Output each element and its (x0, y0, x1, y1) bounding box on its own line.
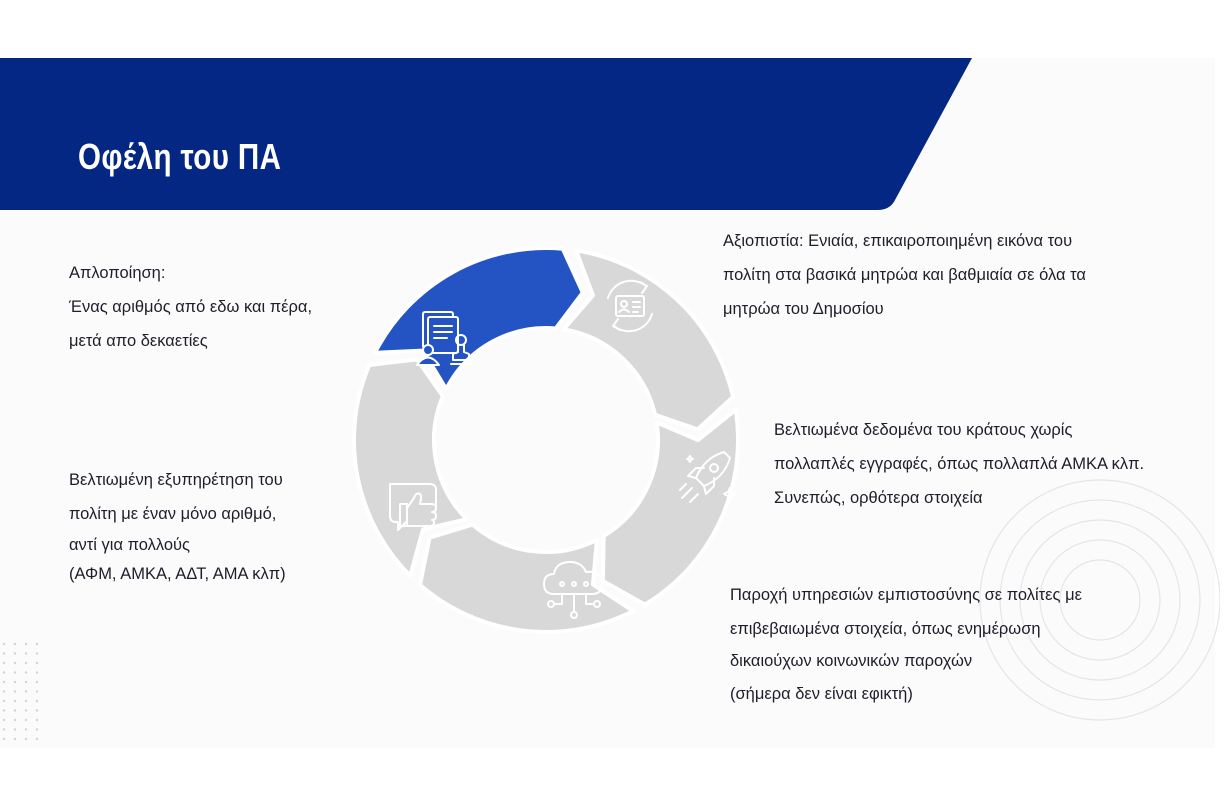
decoration-dot (36, 738, 38, 740)
decoration-dot (36, 643, 38, 645)
decoration-dot (25, 709, 27, 711)
decoration-dot (25, 662, 27, 664)
decoration-dot (3, 709, 5, 711)
decoration-dot (25, 728, 27, 730)
decoration-dot (36, 662, 38, 664)
banner-shape (0, 58, 972, 210)
decoration-dot (25, 690, 27, 692)
reliability-text (723, 224, 1086, 326)
trust-services-line: Παροχή υπηρεσιών εμπιστοσύνης σε πολίτες με (730, 586, 1082, 604)
simplification-text (69, 256, 312, 358)
decoration-dot (14, 738, 16, 740)
trust-services-line: επιβεβαιωμένα στοιχεία, όπως ενημέρωση (730, 620, 1041, 638)
state-data-line: πολλαπλές εγγραφές, όπως πολλαπλά ΑΜΚΑ κλπ. (774, 455, 1145, 473)
decoration-dot (14, 728, 16, 730)
trust-services-line: δικαιούχων κοινωνικών παροχών (730, 652, 973, 670)
cycle-segment-2 (564, 250, 734, 429)
decoration-dot (25, 738, 27, 740)
citizen-service-line: Βελτιωμένη εξυπηρέτηση του (69, 471, 283, 489)
trust-services-line: (σήμερα δεν είναι εφικτή) (730, 685, 913, 703)
decoration-dot (14, 652, 16, 654)
page-title: Οφέλη του ΠΑ (78, 136, 282, 177)
reliability-line: πολίτη στα βασικά μητρώα και βαθμιαία σε όλα τα (723, 266, 1086, 284)
decoration-dot (14, 643, 16, 645)
decoration-dot (3, 690, 5, 692)
state-data-line: Βελτιωμένα δεδομένα του κράτους χωρίς (774, 421, 1073, 439)
decoration-dot (3, 662, 5, 664)
decoration-dot (36, 728, 38, 730)
decoration-dot (36, 709, 38, 711)
dot-grid-decoration (0, 640, 50, 750)
title-banner (0, 58, 975, 210)
cycle-segment-3 (603, 410, 738, 605)
decoration-dot (3, 700, 5, 702)
decoration-dot (14, 671, 16, 673)
trust-services-text (730, 578, 1082, 712)
decoration-dot (36, 671, 38, 673)
decoration-dot (36, 690, 38, 692)
decoration-dot (25, 681, 27, 683)
citizen-service-text (69, 463, 286, 589)
decoration-dot (36, 652, 38, 654)
simplification-line: Απλοποίηση: (69, 264, 166, 282)
citizen-service-line: πολίτη με έναν μόνο αριθμό, (69, 505, 277, 523)
decoration-dot (14, 700, 16, 702)
reliability-line: μητρώα του Δημοσίου (723, 300, 884, 318)
decoration-dot (25, 652, 27, 654)
state-data-line: Συνεπώς, ορθότερα στοιχεία (774, 489, 983, 507)
decoration-dot (14, 709, 16, 711)
decoration-dot (25, 719, 27, 721)
decoration-dot (14, 719, 16, 721)
decoration-dot (36, 719, 38, 721)
reliability-line: Αξιοπιστία: Ενιαία, επικαιροποιημένη εικόνα του (723, 232, 1073, 250)
decoration-dot (25, 643, 27, 645)
decoration-dot (3, 652, 5, 654)
decoration-dot (14, 662, 16, 664)
decoration-dot (14, 690, 16, 692)
citizen-service-line: αντί για πολλούς (69, 536, 191, 554)
decoration-dot (3, 671, 5, 673)
decoration-dot (3, 728, 5, 730)
simplification-line: Ένας αριθμός από εδω και πέρα, (69, 298, 313, 316)
decoration-dot (25, 700, 27, 702)
decoration-dot (3, 643, 5, 645)
cycle-diagram (340, 230, 760, 650)
decoration-dot (3, 681, 5, 683)
decoration-dot (36, 700, 38, 702)
decoration-dot (3, 719, 5, 721)
state-data-text (774, 413, 1144, 515)
citizen-service-line: (ΑΦΜ, ΑΜΚΑ, ΑΔΤ, ΑΜΑ κλπ) (69, 565, 286, 583)
decoration-dot (25, 671, 27, 673)
decoration-dot (3, 738, 5, 740)
decoration-dot (14, 681, 16, 683)
decoration-dot (36, 681, 38, 683)
simplification-line: μετά απο δεκαετίες (69, 332, 208, 350)
